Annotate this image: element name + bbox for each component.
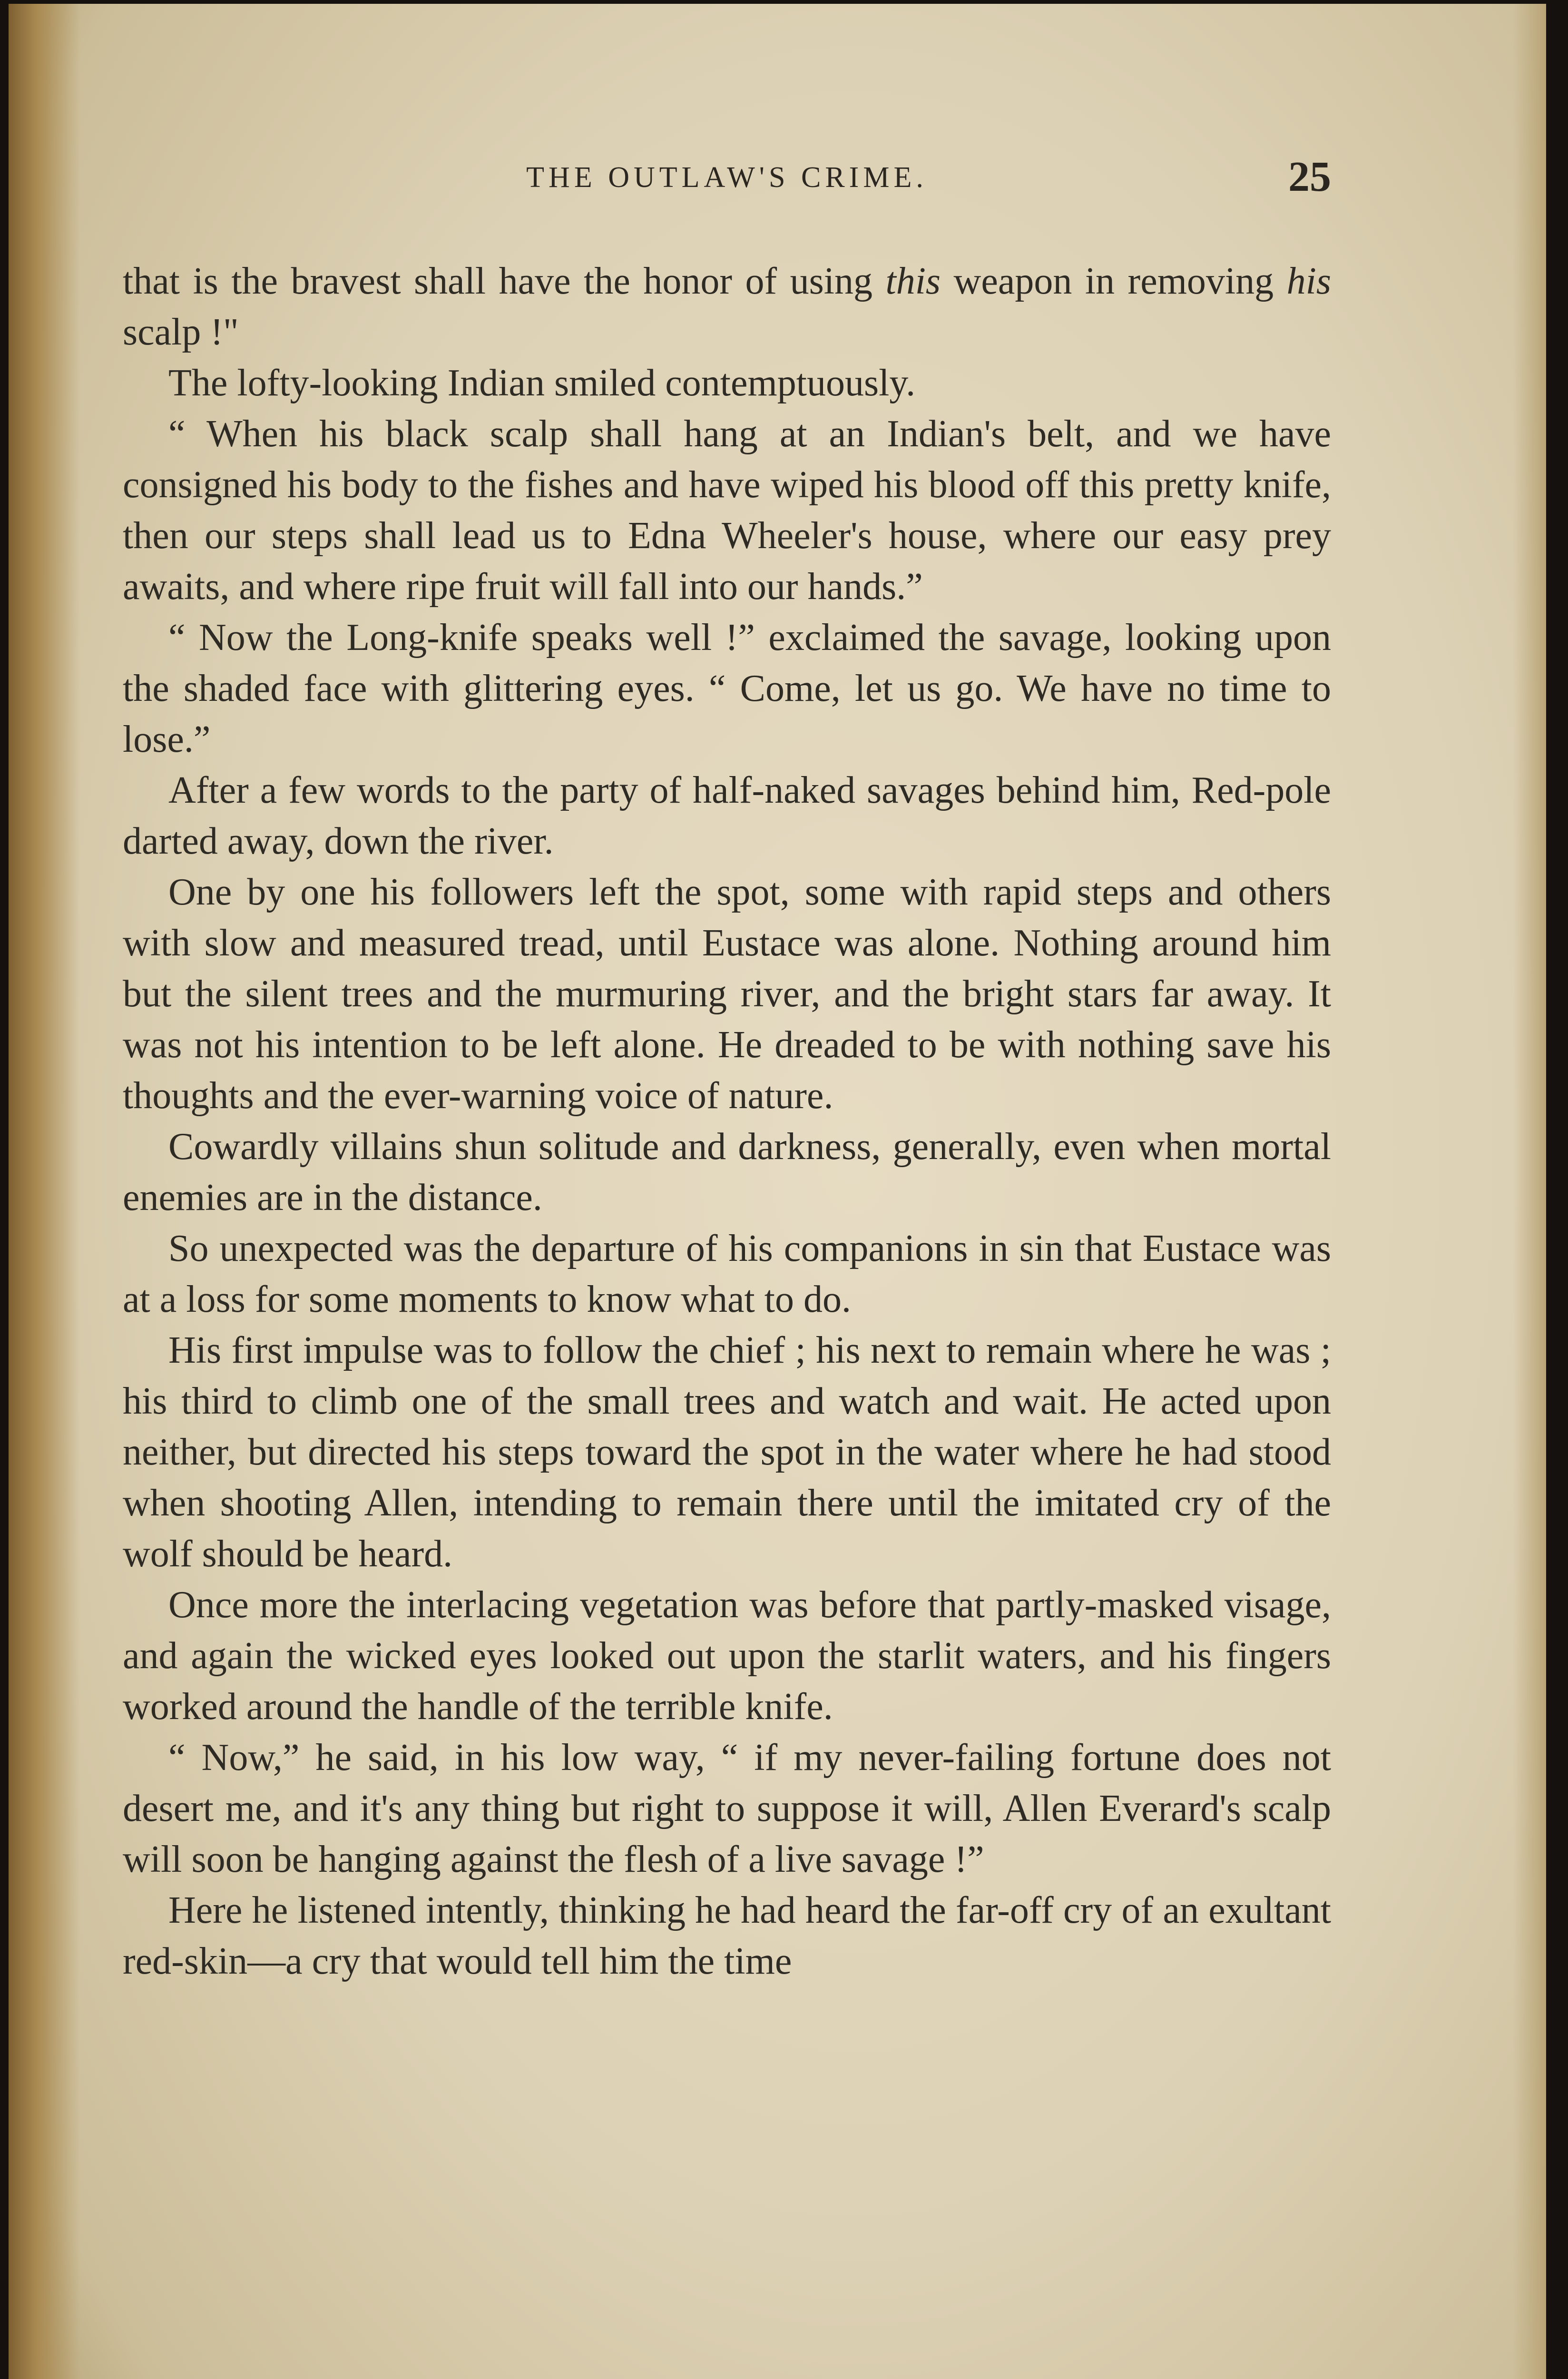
- text-run: weapon in removing: [941, 260, 1287, 302]
- page-gutter-shadow: [9, 4, 80, 2379]
- paragraph-7: Cowardly villains shun solitude and darkness, generally, even when mortal enemies are in the distance.: [123, 1126, 1331, 1219]
- body-text: [123, 256, 1331, 1987]
- text-run: scalp !": [123, 311, 239, 353]
- page-number: 25: [1288, 153, 1331, 200]
- italic-word: his: [1286, 260, 1331, 302]
- italic-word: this: [885, 260, 941, 302]
- paragraph-11: “ Now,” he said, in his low way, “ if my never-failing fortune does not desert me, and it's any thing but right to suppose it will, Allen Everard's scalp will soon be hanging against the flesh of a live savage !”: [123, 1737, 1331, 1880]
- text-run: that is the bravest shall have the honor of using: [123, 260, 886, 302]
- page-header: [123, 153, 1331, 213]
- paragraph-10: Once more the interlacing vegetation was before that partly-masked visage, and again the wicked eyes looked out upon the starlit waters, and his fingers worked around the handle of the terrible knife.: [123, 1584, 1331, 1728]
- paragraph-9: His first impulse was to follow the chief ; his next to remain where he was ; his third to climb one of the small trees and watch and wait. He acted upon neither, but directed his steps toward the spot in the water where he had stood when shooting Allen, intending to remain there until the imitated cry of the wolf should be heard.: [123, 1329, 1331, 1575]
- paragraph-5: After a few words to the party of half-naked savages behind him, Red-pole darted away, down the river.: [123, 769, 1331, 862]
- page-edge-shadow: [1513, 4, 1546, 2379]
- paragraph-6: One by one his followers left the spot, some with rapid steps and others with slow and measured tread, until Eustace was alone. Nothing around him but the silent trees and the murmuring river, and the bright stars far away. It was not his intention to be left alone. He dreaded to be with nothing save his thoughts and the ever-warning voice of nature.: [123, 871, 1331, 1117]
- paragraph-1: [123, 256, 1331, 358]
- paragraph-8: So unexpected was the departure of his companions in sin that Eustace was at a loss for some moments to know what to do.: [123, 1228, 1331, 1320]
- paragraph-12: Here he listened intently, thinking he had heard the far-off cry of an exultant red-skin—a cry that would tell him the time: [123, 1889, 1331, 1982]
- paragraph-3: “ When his black scalp shall hang at an Indian's belt, and we have consigned his body to the fishes and have wiped his blood off this pretty knife, then our steps shall lead us to Edna Wheeler's house, where our easy prey awaits, and where ripe fruit will fall into our hands.”: [123, 413, 1331, 608]
- running-title: THE OUTLAW'S CRIME.: [526, 161, 928, 194]
- paragraph-4: “ Now the Long-knife speaks well !” exclaimed the savage, looking upon the shaded face with glittering eyes. “ Come, let us go. We have no time to lose.”: [123, 617, 1331, 760]
- book-page: [9, 4, 1546, 2379]
- paragraph-2: The lofty-looking Indian smiled contemptuously.: [168, 362, 916, 404]
